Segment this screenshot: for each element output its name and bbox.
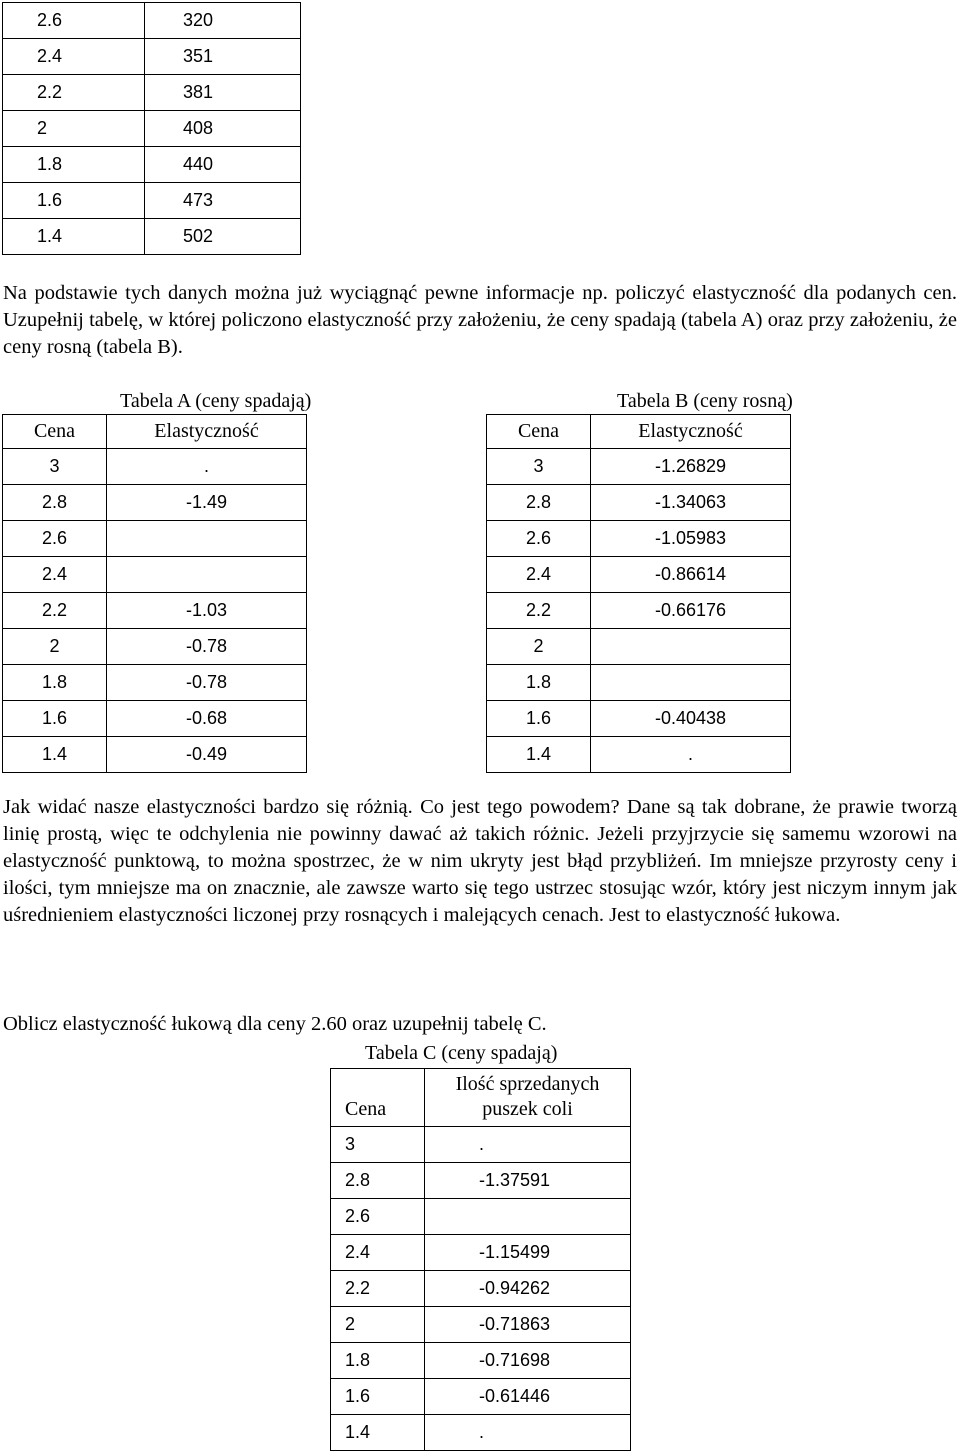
table-row xyxy=(331,1271,631,1307)
table-row xyxy=(331,1379,631,1415)
table-row xyxy=(3,449,307,485)
table-row xyxy=(3,147,301,183)
elasticity-cell: -1.34063 xyxy=(591,485,791,521)
table-row xyxy=(487,737,791,773)
price-cell: 3 xyxy=(3,449,107,485)
price-cell: 2.2 xyxy=(487,593,591,629)
table-row xyxy=(487,665,791,701)
elasticity-cell xyxy=(591,629,791,665)
elasticity-cell: . xyxy=(107,449,307,485)
table-b-header-row xyxy=(487,415,791,449)
price-cell: 2.6 xyxy=(331,1199,425,1235)
elasticity-cell: -0.78 xyxy=(107,665,307,701)
table-row xyxy=(487,557,791,593)
quantity-cell: 473 xyxy=(145,183,301,219)
quantity-cell: 381 xyxy=(145,75,301,111)
table-row xyxy=(331,1163,631,1199)
price-cell: 2.8 xyxy=(331,1163,425,1199)
elasticity-cell: -1.03 xyxy=(107,593,307,629)
price-cell: 2 xyxy=(3,111,145,147)
elasticity-cell: -0.68 xyxy=(107,701,307,737)
table-a xyxy=(2,414,307,773)
price-cell: 1.8 xyxy=(3,665,107,701)
table-row xyxy=(3,701,307,737)
table-row xyxy=(487,485,791,521)
table-row xyxy=(487,449,791,485)
table-c-header-quantity xyxy=(425,1069,631,1127)
table-c xyxy=(330,1068,631,1451)
table-c-header-price: Cena xyxy=(331,1069,425,1127)
table-row xyxy=(487,593,791,629)
elasticity-cell: -1.49 xyxy=(107,485,307,521)
price-cell: 1.4 xyxy=(487,737,591,773)
table-row xyxy=(487,629,791,665)
table-row xyxy=(3,521,307,557)
table-c-caption: Tabela C (ceny spadają) xyxy=(365,1042,558,1064)
table-row xyxy=(3,39,301,75)
quantity-cell: 320 xyxy=(145,3,301,39)
table-row xyxy=(3,111,301,147)
price-cell: 2 xyxy=(3,629,107,665)
elasticity-cell: -1.05983 xyxy=(591,521,791,557)
table-c-header-row xyxy=(331,1069,631,1127)
elasticity-cell: -0.40438 xyxy=(591,701,791,737)
price-cell: 1.8 xyxy=(487,665,591,701)
quantity-cell: 351 xyxy=(145,39,301,75)
table-row xyxy=(487,701,791,737)
table-row xyxy=(3,485,307,521)
price-cell: 2.4 xyxy=(3,557,107,593)
elasticity-cell: -1.26829 xyxy=(591,449,791,485)
discussion-paragraph: Jak widać nasze elastyczności bardzo się różnią. Co jest tego powodem? Dane są tak dobrane, że prawie tworzą linię prostą, więc te odchylenia nie powinny dawać aż takich różnic. Jeżeli przyjrzycie się samemu wzorowi na elastyczność punktową, to można spostrzec, że w nim ukryty jest błąd przybliżeń. Im mniejsze przyrosty ceny i ilości, tym mniejsze ma on znacznie, ale zawsze warto się tego ustrzec stosując wzór, który jest niczym innym jak uśrednieniem elastyczności liczonej przy rosnących i malejących cenach. Jest to elastyczność łukowa. xyxy=(3,796,957,926)
table-row xyxy=(3,3,301,39)
price-cell: 2.8 xyxy=(487,485,591,521)
price-cell: 1.6 xyxy=(331,1379,425,1415)
price-cell: 1.4 xyxy=(3,219,145,255)
price-cell: 1.6 xyxy=(3,183,145,219)
price-cell: 2 xyxy=(331,1307,425,1343)
elasticity-cell: -0.86614 xyxy=(591,557,791,593)
table-row xyxy=(331,1307,631,1343)
quantity-cell: 440 xyxy=(145,147,301,183)
price-cell: 1.8 xyxy=(3,147,145,183)
price-cell: 3 xyxy=(487,449,591,485)
price-cell: 2.2 xyxy=(3,593,107,629)
value-cell: . xyxy=(425,1127,631,1163)
value-cell: -1.15499 xyxy=(425,1235,631,1271)
price-cell: 1.8 xyxy=(331,1343,425,1379)
value-cell: -0.61446 xyxy=(425,1379,631,1415)
table-row xyxy=(3,75,301,111)
price-cell: 1.4 xyxy=(331,1415,425,1451)
table-row xyxy=(331,1127,631,1163)
table-row xyxy=(3,183,301,219)
elasticity-cell: . xyxy=(591,737,791,773)
table-c-header-quantity-line1: Ilość sprzedanych xyxy=(455,1073,600,1095)
price-cell: 2.2 xyxy=(3,75,145,111)
header-elasticity: Elastyczność xyxy=(107,415,307,449)
table-row xyxy=(331,1343,631,1379)
table-row xyxy=(3,593,307,629)
table-row xyxy=(3,557,307,593)
task-paragraph: Oblicz elastyczność łukową dla ceny 2.60 oraz uzupełnij tabelę C. xyxy=(3,1013,547,1035)
table-a-caption: Tabela A (ceny spadają) xyxy=(120,390,312,412)
price-cell: 1.6 xyxy=(487,701,591,737)
price-cell: 2.8 xyxy=(3,485,107,521)
value-cell xyxy=(425,1199,631,1235)
intro-paragraph: Na podstawie tych danych można już wyciągnąć pewne informacje np. policzyć elastyczność dla podanych cen. Uzupełnij tabelę, w której policzono elastyczność przy założeniu, że ceny spadają (tabela A) oraz przy założeniu, że ceny rosną (tabela B). xyxy=(3,282,957,358)
price-cell: 2.4 xyxy=(3,39,145,75)
price-quantity-table xyxy=(2,2,301,255)
table-row xyxy=(3,219,301,255)
price-cell: 1.4 xyxy=(3,737,107,773)
price-cell: 2.4 xyxy=(487,557,591,593)
value-cell: -1.37591 xyxy=(425,1163,631,1199)
value-cell: -0.71698 xyxy=(425,1343,631,1379)
value-cell: -0.71863 xyxy=(425,1307,631,1343)
table-row xyxy=(487,521,791,557)
elasticity-cell xyxy=(107,557,307,593)
price-cell: 1.6 xyxy=(3,701,107,737)
table-row xyxy=(3,629,307,665)
table-a-header-row xyxy=(3,415,307,449)
price-cell: 2.2 xyxy=(331,1271,425,1307)
elasticity-cell xyxy=(107,521,307,557)
price-cell: 2.6 xyxy=(487,521,591,557)
price-cell: 3 xyxy=(331,1127,425,1163)
price-cell: 2.4 xyxy=(331,1235,425,1271)
elasticity-cell: -0.78 xyxy=(107,629,307,665)
price-cell: 2 xyxy=(487,629,591,665)
elasticity-cell: -0.66176 xyxy=(591,593,791,629)
elasticity-cell: -0.49 xyxy=(107,737,307,773)
header-price: Cena xyxy=(487,415,591,449)
quantity-cell: 502 xyxy=(145,219,301,255)
table-row xyxy=(331,1235,631,1271)
table-row xyxy=(331,1415,631,1451)
value-cell: -0.94262 xyxy=(425,1271,631,1307)
header-elasticity: Elastyczność xyxy=(591,415,791,449)
table-row xyxy=(3,737,307,773)
price-cell: 2.6 xyxy=(3,521,107,557)
value-cell: . xyxy=(425,1415,631,1451)
table-b-caption: Tabela B (ceny rosną) xyxy=(617,390,793,412)
header-price: Cena xyxy=(3,415,107,449)
table-row xyxy=(331,1199,631,1235)
price-cell: 2.6 xyxy=(3,3,145,39)
table-b xyxy=(486,414,791,773)
table-row xyxy=(3,665,307,701)
table-c-header-quantity-line2: puszek coli xyxy=(482,1098,573,1120)
quantity-cell: 408 xyxy=(145,111,301,147)
elasticity-cell xyxy=(591,665,791,701)
